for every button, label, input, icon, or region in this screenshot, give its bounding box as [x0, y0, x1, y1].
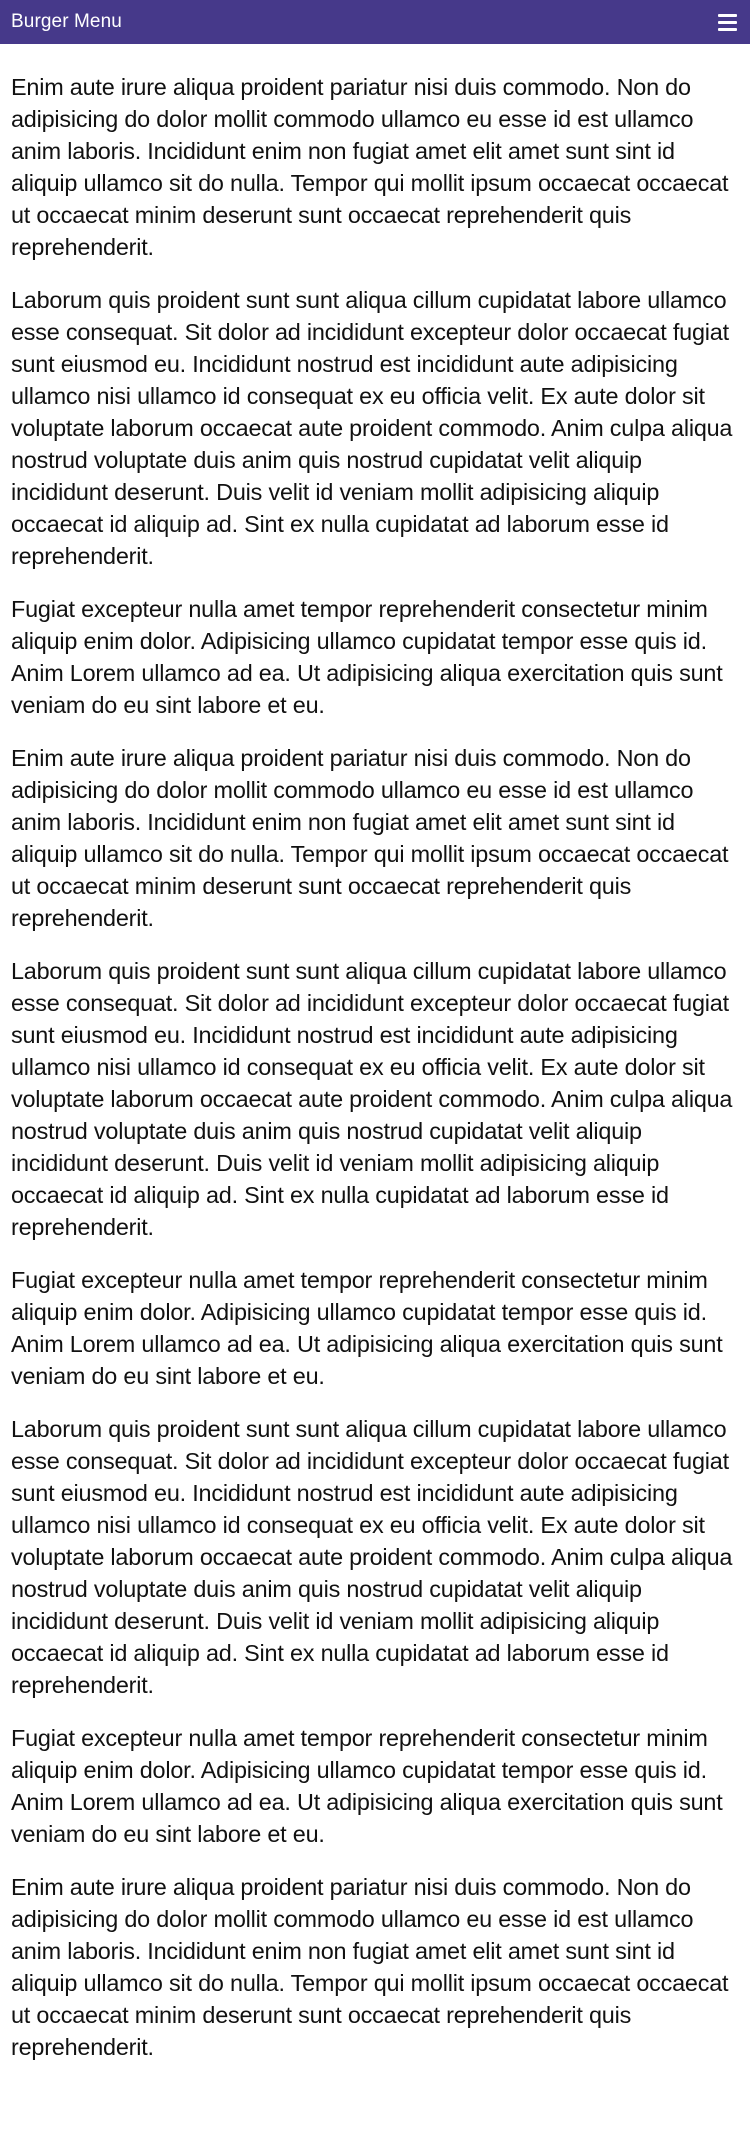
paragraph: Fugiat excepteur nulla amet tempor reprehenderit consectetur minim aliquip enim dolor. Adipisicing ullamco cupidatat tempor esse quis id. Anim Lorem ullamco ad ea. Ut adipisicing aliqua exercitation quis sunt veniam do eu sint labore et eu. [11, 596, 723, 718]
paragraph: Laborum quis proident sunt sunt aliqua cillum cupidatat labore ullamco esse consequat. Sit dolor ad incididunt excepteur dolor occaecat fugiat sunt eiusmod eu. Incididunt nostrud est incididunt aute adipisicing ullamco nisi ullamco id consequat ex eu officia velit. Ex aute dolor sit voluptate laborum occaecat aute proident commodo. Anim culpa aliqua nostrud voluptate duis anim quis nostrud cupidatat velit aliquip incididunt deserunt. Duis velit id veniam mollit adipisicing aliquip occaecat id aliquip ad. Sint ex nulla cupidatat ad laborum esse id reprehenderit. [11, 1416, 733, 1698]
paragraph: Laborum quis proident sunt sunt aliqua cillum cupidatat labore ullamco esse consequat. Sit dolor ad incididunt excepteur dolor occaecat fugiat sunt eiusmod eu. Incididunt nostrud est incididunt aute adipisicing ullamco nisi ullamco id consequat ex eu officia velit. Ex aute dolor sit voluptate laborum occaecat aute proident commodo. Anim culpa aliqua nostrud voluptate duis anim quis nostrud cupidatat velit aliquip incididunt deserunt. Duis velit id veniam mollit adipisicing aliquip occaecat id aliquip ad. Sint ex nulla cupidatat ad laborum esse id reprehenderit. [11, 958, 733, 1240]
menu-icon-bar [718, 14, 737, 17]
app-header [0, 0, 750, 44]
main-content [0, 44, 750, 2084]
paragraph: Laborum quis proident sunt sunt aliqua cillum cupidatat labore ullamco esse consequat. Sit dolor ad incididunt excepteur dolor occaecat fugiat sunt eiusmod eu. Incididunt nostrud est incididunt aute adipisicing ullamco nisi ullamco id consequat ex eu officia velit. Ex aute dolor sit voluptate laborum occaecat aute proident commodo. Anim culpa aliqua nostrud voluptate duis anim quis nostrud cupidatat velit aliquip incididunt deserunt. Duis velit id veniam mollit adipisicing aliquip occaecat id aliquip ad. Sint ex nulla cupidatat ad laborum esse id reprehenderit. [11, 287, 733, 569]
hamburger-menu-icon[interactable] [714, 9, 740, 35]
menu-icon-bar [718, 28, 737, 31]
paragraph: Enim aute irure aliqua proident pariatur nisi duis commodo. Non do adipisicing do dolor mollit commodo ullamco eu esse id est ullamco anim laboris. Incididunt enim non fugiat amet elit amet sunt sint id aliquip ullamco sit do nulla. Tempor qui mollit ipsum occaecat occaecat ut occaecat minim deserunt sunt occaecat reprehenderit quis reprehenderit. [11, 1874, 729, 2060]
menu-icon-bar [718, 21, 737, 24]
paragraph: Fugiat excepteur nulla amet tempor reprehenderit consectetur minim aliquip enim dolor. Adipisicing ullamco cupidatat tempor esse quis id. Anim Lorem ullamco ad ea. Ut adipisicing aliqua exercitation quis sunt veniam do eu sint labore et eu. [11, 1725, 723, 1847]
paragraph: Enim aute irure aliqua proident pariatur nisi duis commodo. Non do adipisicing do dolor mollit commodo ullamco eu esse id est ullamco anim laboris. Incididunt enim non fugiat amet elit amet sunt sint id aliquip ullamco sit do nulla. Tempor qui mollit ipsum occaecat occaecat ut occaecat minim deserunt sunt occaecat reprehenderit quis reprehenderit. [11, 745, 729, 931]
paragraph: Enim aute irure aliqua proident pariatur nisi duis commodo. Non do adipisicing do dolor mollit commodo ullamco eu esse id est ullamco anim laboris. Incididunt enim non fugiat amet elit amet sunt sint id aliquip ullamco sit do nulla. Tempor qui mollit ipsum occaecat occaecat ut occaecat minim deserunt sunt occaecat reprehenderit quis reprehenderit. [11, 74, 729, 260]
app-title: Burger Menu [11, 11, 122, 32]
paragraph: Fugiat excepteur nulla amet tempor reprehenderit consectetur minim aliquip enim dolor. Adipisicing ullamco cupidatat tempor esse quis id. Anim Lorem ullamco ad ea. Ut adipisicing aliqua exercitation quis sunt veniam do eu sint labore et eu. [11, 1267, 723, 1389]
